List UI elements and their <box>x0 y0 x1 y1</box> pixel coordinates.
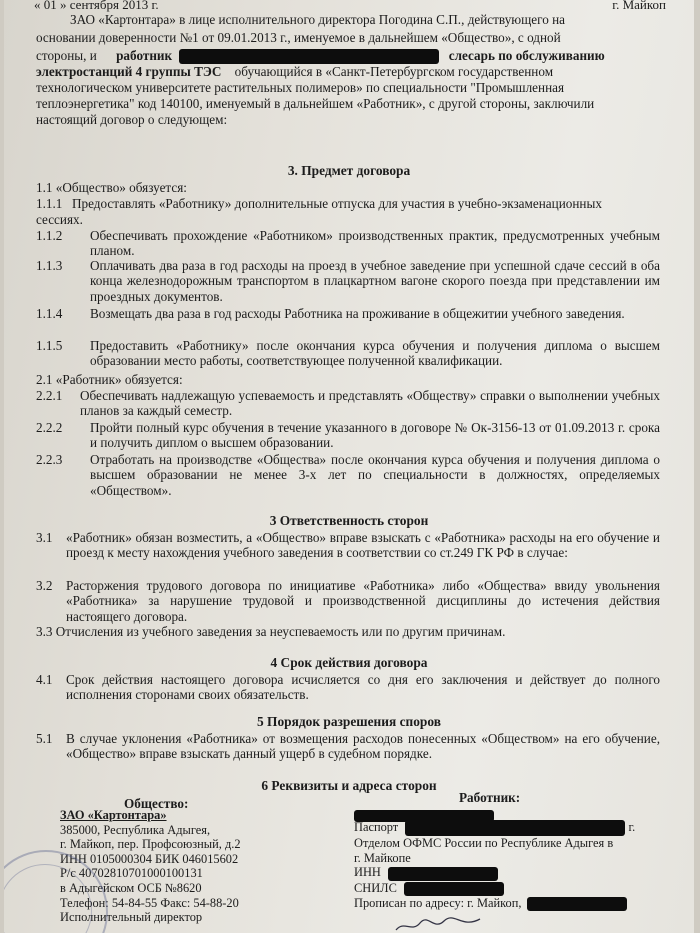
worker-snils-line <box>354 881 674 896</box>
intro-line-4 <box>36 64 664 79</box>
intro-worker: работник <box>116 48 173 63</box>
worker-passport-line <box>354 820 674 836</box>
section-responsibility-title: 3 Ответственность сторон <box>269 513 429 528</box>
stamp-inner-ring <box>4 864 92 933</box>
intro-position: слесарь по обслуживанию <box>448 48 605 63</box>
worker-requisites <box>354 820 674 911</box>
clause-text: Расторжения трудового договора по инициативе «Работника» либо «Общества» ввиду увольнения «Работника» за нарушение трудовой и производственной дисциплины до истечения действия настоящего договора. <box>66 578 660 624</box>
section-disputes-title: 5 Порядок разрешения споров <box>257 714 441 729</box>
passport-label: Паспорт <box>354 820 399 834</box>
clause-text: В случае уклонения «Работника» от возмещения расходов понесенных «Обществом» на его обучение, «Общество» вправе взыскать данный ущерб в судебном порядке. <box>66 731 660 762</box>
company-bank: в Адыгейском ОСБ №8620 <box>60 880 202 895</box>
intro-university: обучающийся в «Санкт-Петербургском государственном <box>234 64 554 79</box>
clause-text: Отработать на производстве «Общества» после окончания курса обучения и получения диплома о высшем образовании не менее 3-х лет по специальности в должностях, определяемых «Обществом». <box>90 452 660 498</box>
signature-scribble <box>394 915 484 933</box>
redacted-address <box>527 897 627 911</box>
intro-line-5: технологическом университете растительных полимеров» по специальности "Промышленная <box>36 80 565 95</box>
intro-line-6: теплоэнергетика" код 140100, именуемый в дальнейшем «Работник», с другой стороны, заключили <box>36 96 595 111</box>
clause-3-2 <box>36 578 660 626</box>
intro-line-3 <box>36 48 664 64</box>
contract-page <box>4 0 694 933</box>
registration-label: Прописан по адресу: г. Майкоп, <box>354 895 522 910</box>
clause-number: 2.2.2 <box>36 420 63 435</box>
clause-1-1-3 <box>36 258 660 306</box>
clause-2-1: 2.1 «Работник» обязуется: <box>36 372 183 387</box>
clause-3-3: 3.3 Отчисления из учебного заведения за неуспеваемость или по другим причинам. <box>36 624 506 639</box>
clause-2-2-1 <box>36 388 660 420</box>
contract-city: г. Майкоп <box>612 0 666 12</box>
redacted-name <box>179 49 439 64</box>
company-label: Общество: <box>124 796 189 811</box>
company-name: ЗАО «Картонтара» <box>60 808 167 822</box>
clause-3-1 <box>36 530 660 578</box>
clause-number: 2.2.3 <box>36 452 63 467</box>
clause-1-1-5 <box>36 338 660 370</box>
worker-issued: Отделом ОФМС России по Республике Адыгея в <box>354 836 614 851</box>
clause-text: Обеспечивать надлежащую успеваемость и представлять «Обществу» справки о выполнении учебных планов за каждый семестр. <box>80 388 660 419</box>
clause-text-cont: сессиях. <box>36 212 83 227</box>
intro-line-2: основании доверенности №1 от 09.01.2013 г., именуемое в дальнейшем «Общество», с одной <box>36 30 561 45</box>
clause-text: Оплачивать два раза в год расходы на проезд в учебное заведение при успешной сдаче сессий в оба конца железнодорожным транспортом в плацкартном вагоне скорого поезда при представлении им проездных документов. <box>90 258 660 304</box>
intro-text: стороны, и <box>36 48 97 63</box>
clause-number: 1.1.5 <box>36 338 63 353</box>
clause-number: 1.1.4 <box>36 306 63 321</box>
worker-label: Работник: <box>459 790 521 805</box>
clause-text: Пройти полный курс обучения в течение указанного в договоре № Ок-3156-13 от 01.09.2013 г. срока и получить диплом о высшем образовании. <box>90 420 660 451</box>
redacted-passport <box>405 820 625 836</box>
clause-text: Возмещать два раза в год расходы Работника на проживание в общежитии учебного заведения. <box>90 306 625 321</box>
company-phone: Телефон: 54-84-55 Факс: 54-88-20 <box>60 895 239 910</box>
clause-text: Срок действия настоящего договора исчисляется со дня его заключения и действует до полного исполнения сторонами своих обязательств. <box>66 672 660 703</box>
company-director: Исполнительный директор <box>60 910 203 925</box>
worker-inn-line <box>354 865 674 880</box>
clause-number: 5.1 <box>36 731 53 746</box>
intro-line-1: ЗАО «Картонтара» в лице исполнительного директора Погодина С.П., действующего на <box>70 12 566 27</box>
inn-label: ИНН <box>354 865 381 880</box>
clause-text: Предоставить «Работнику» после окончания курса обучения и получения диплома о высшем образовании место работы, соответствующее полученной квалификации. <box>90 338 660 369</box>
clause-number: 1.1.3 <box>36 258 63 273</box>
worker-issued-2: г. Майкопе <box>354 850 411 865</box>
snils-label: СНИЛС <box>354 880 397 895</box>
section-subject-title: 3. Предмет договора <box>287 163 411 178</box>
company-account: Р/с 40702810701000100131 <box>60 866 203 881</box>
company-address-1: 385000, Республика Адыгея, <box>60 822 211 837</box>
clause-5-1 <box>36 731 660 763</box>
clause-1-1-2 <box>36 228 660 260</box>
company-inn: ИНН 0105000304 БИК 046015602 <box>60 851 239 866</box>
worker-address-line <box>354 896 674 911</box>
clause-1-1-1 <box>36 196 660 228</box>
clause-number: 2.2.1 <box>36 388 63 403</box>
date-line <box>4 0 694 12</box>
clause-4-1 <box>36 672 660 704</box>
intro-line-7: настоящий договор о следующем: <box>36 112 228 127</box>
contract-date: « 01 » сентября 2013 г. <box>34 0 159 12</box>
redacted-inn <box>388 867 498 881</box>
section-requisites-title: 6 Реквизиты и адреса сторон <box>261 778 437 793</box>
clause-text: Обеспечивать прохождение «Работником» производственных практик, предусмотренных учебным планом. <box>90 228 660 259</box>
redacted-snils <box>404 882 504 896</box>
clause-number: 1.1.2 <box>36 228 63 243</box>
clause-number: 3.1 <box>36 530 53 545</box>
intro-group: электростанций 4 группы ТЭС <box>36 64 222 79</box>
clause-number: 1.1.1 <box>36 196 63 211</box>
clause-2-2-3 <box>36 452 660 500</box>
clause-number: 4.1 <box>36 672 53 687</box>
clause-1-1: 1.1 «Общество» обязуется: <box>36 180 187 195</box>
clause-text: Предоставлять «Работнику» дополнительные отпуска для участия в учебно-экзаменационных <box>72 196 602 211</box>
clause-number: 3.2 <box>36 578 53 593</box>
section-term-title: 4 Срок действия договора <box>270 655 428 670</box>
company-address-2: г. Майкоп, пер. Профсоюзный, д.2 <box>60 837 241 852</box>
clause-text: «Работник» обязан возместить, а «Общество» вправе взыскать с «Работника» расходы на его обучение и проезд к месту нахождения учебного заведения в соответствии со ст.249 ГК РФ в случае: <box>66 530 660 561</box>
clause-2-2-2 <box>36 420 660 452</box>
passport-year-suffix: г. <box>628 820 636 834</box>
clause-1-1-4 <box>36 306 660 338</box>
